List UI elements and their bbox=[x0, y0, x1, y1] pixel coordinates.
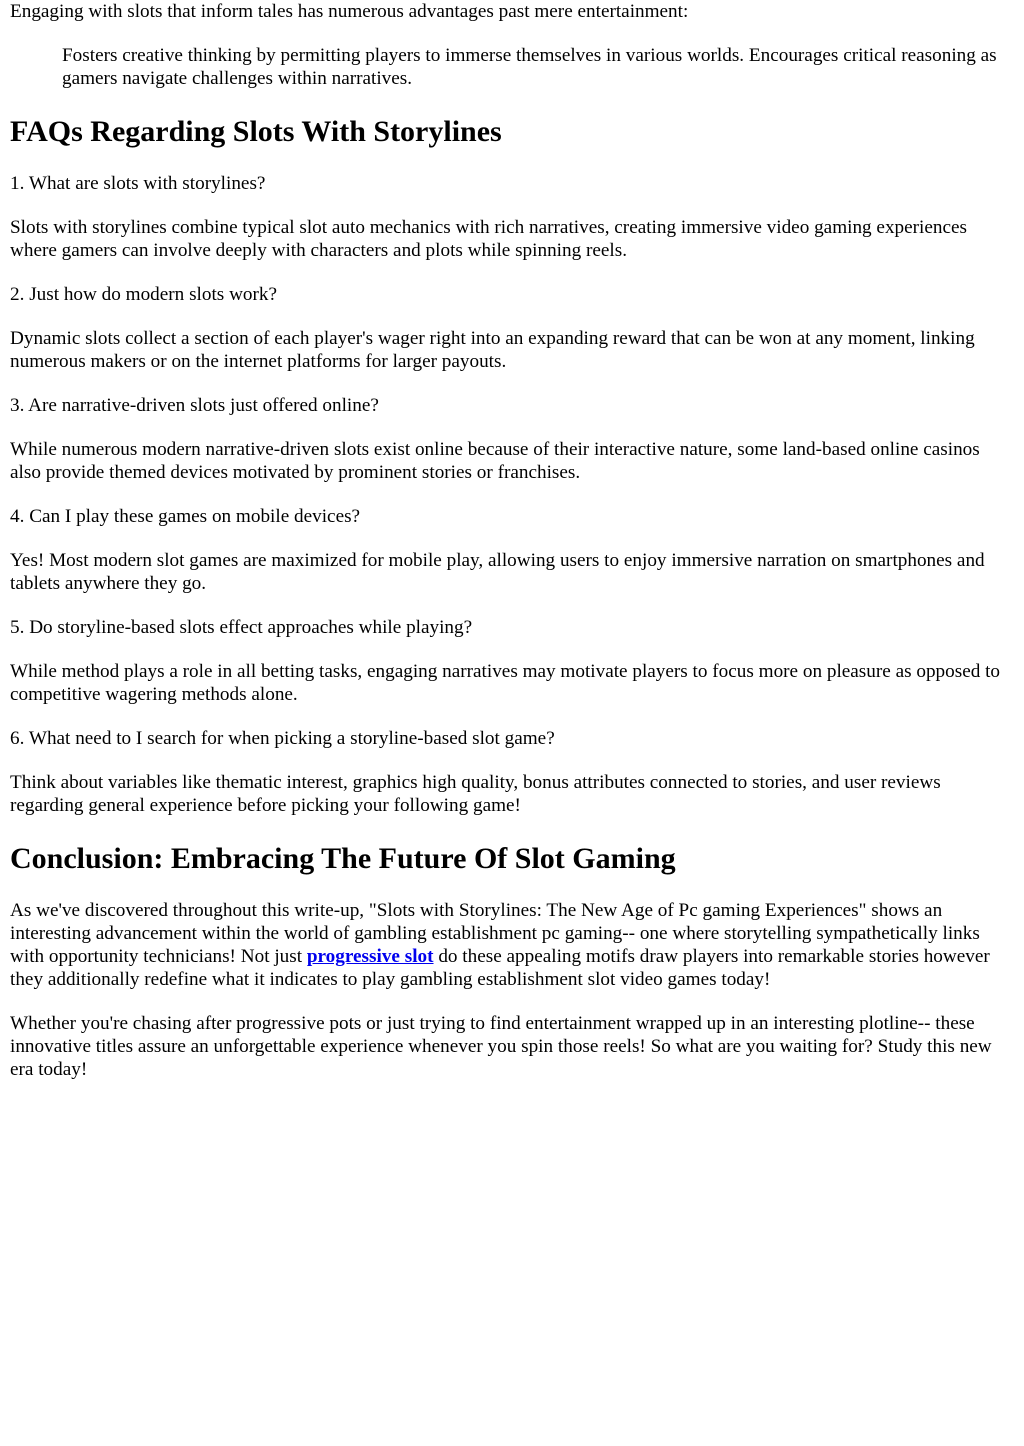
faq-answer-4: Yes! Most modern slot games are maximized for mobile play, allowing users to enjoy immersive narration on smartphones and tablets anywhere they go. bbox=[10, 550, 985, 594]
faq-question-5: 5. Do storyline-based slots effect approaches while playing? bbox=[10, 617, 473, 638]
conclusion-text-after-link: do these appealing motifs draw players into remarkable stories however they additionally redefine what it indicates to play gambling establishment slot video games today! bbox=[10, 946, 990, 990]
faq-answer-1: Slots with storylines combine typical slot auto mechanics with rich narratives, creating immersive video gaming experiences where gamers can involve deeply with characters and plots while spinning reels. bbox=[10, 217, 967, 261]
intro-paragraph: Engaging with slots that inform tales has numerous advantages past mere entertainment: bbox=[10, 1, 689, 22]
faq-question-4: 4. Can I play these games on mobile devices? bbox=[10, 506, 361, 527]
conclusion-heading: Conclusion: Embracing The Future Of Slot Gaming bbox=[10, 842, 676, 875]
conclusion-paragraph-1 bbox=[10, 899, 1014, 991]
faq-question-2: 2. Just how do modern slots work? bbox=[10, 284, 278, 305]
faq-answer-3: While numerous modern narrative-driven slots exist online because of their interactive nature, some land-based online casinos also provide themed devices motivated by prominent stories or franchises. bbox=[10, 439, 980, 483]
faq-question-3: 3. Are narrative-driven slots just offered online? bbox=[10, 395, 379, 416]
faq-answer-2: Dynamic slots collect a section of each player's wager right into an expanding reward that can be won at any moment, linking numerous makers or on the internet platforms for larger payouts. bbox=[10, 328, 975, 372]
conclusion-paragraph-2: Whether you're chasing after progressive pots or just trying to find entertainment wrapped up in an interesting plotline-- these innovative titles assure an unforgettable experience whenever you spin those reels! So what are you waiting for? Study this new era today! bbox=[10, 1013, 992, 1080]
progressive-slot-link[interactable]: progressive slot bbox=[306, 946, 434, 967]
intro-indented-paragraph: Fosters creative thinking by permitting players to immerse themselves in various worlds. Encourages critical reasoning as gamers navigate challenges within narratives. bbox=[62, 45, 997, 89]
faq-question-1: 1. What are slots with storylines? bbox=[10, 173, 266, 194]
conclusion-text-before-link: As we've discovered throughout this write-up, "Slots with Storylines: The New Age of Pc gaming Experiences" shows an interesting advancement within the world of gambling establishment pc gaming-- one where storytelling sympathetically links with opportunity technicians! Not just bbox=[10, 900, 980, 967]
faq-answer-5: While method plays a role in all betting tasks, engaging narratives may motivate players to focus more on pleasure as opposed to competitive wagering methods alone. bbox=[10, 661, 1001, 705]
faq-answer-6: Think about variables like thematic interest, graphics high quality, bonus attributes connected to stories, and user reviews regarding general experience before picking your following game! bbox=[10, 772, 941, 816]
faq-heading: FAQs Regarding Slots With Storylines bbox=[10, 115, 502, 148]
faq-question-6: 6. What need to I search for when picking a storyline-based slot game? bbox=[10, 728, 555, 749]
